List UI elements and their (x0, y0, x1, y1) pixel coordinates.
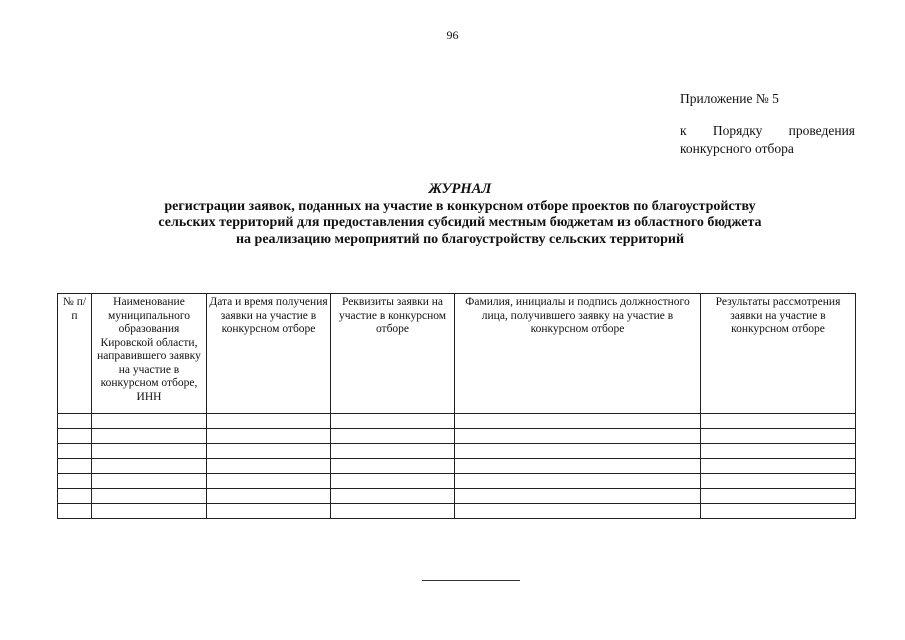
table-cell (331, 429, 455, 444)
column-header-official-signature: Фамилия, инициалы и подпись должностного лица, получившего заявку на участие в конкурсном отборе (455, 294, 701, 414)
table-cell (455, 504, 701, 519)
journal-title: ЖУРНАЛ (428, 181, 492, 197)
table-cell (455, 429, 701, 444)
table-cell (92, 474, 207, 489)
table-cell (207, 459, 331, 474)
table-cell (58, 444, 92, 459)
table-cell (58, 459, 92, 474)
table-cell (701, 459, 856, 474)
journal-table (57, 293, 856, 519)
table-row (58, 444, 856, 459)
table-cell (701, 414, 856, 429)
table-cell (207, 489, 331, 504)
column-header-application-details: Реквизиты заявки на участие в конкурсном отборе (331, 294, 455, 414)
table-cell (455, 489, 701, 504)
table-cell (92, 444, 207, 459)
document-heading (150, 181, 770, 248)
column-header-number: № п/п (58, 294, 92, 414)
table-cell (331, 459, 455, 474)
table-row (58, 429, 856, 444)
table-cell (58, 474, 92, 489)
appendix-title: Приложение № 5 (680, 91, 779, 106)
table-cell (455, 444, 701, 459)
table-cell (58, 504, 92, 519)
table-cell (331, 489, 455, 504)
table-cell (331, 414, 455, 429)
table-cell (207, 474, 331, 489)
table-cell (455, 414, 701, 429)
appendix-block (680, 90, 855, 158)
table-row (58, 504, 856, 519)
journal-subtitle: регистрации заявок, поданных на участие в конкурсном отборе проектов по благоустройству сельских территорий для предоставления субсидий местным бюджетам из областного бюджета на реализацию мероприятий по благоустройству сельских территорий (158, 198, 762, 247)
table-cell (455, 474, 701, 489)
table-cell (701, 489, 856, 504)
table-row (58, 474, 856, 489)
table-cell (207, 504, 331, 519)
table-cell (92, 489, 207, 504)
footer-divider (422, 580, 520, 581)
table-cell (92, 429, 207, 444)
table-cell (58, 489, 92, 504)
table-cell (58, 414, 92, 429)
table-row (58, 459, 856, 474)
table-cell (455, 459, 701, 474)
table-cell (331, 504, 455, 519)
table-header-row (58, 294, 856, 414)
table-row (58, 414, 856, 429)
appendix-text: к Порядку проведения конкурсного отбора (680, 123, 855, 156)
table-cell (92, 459, 207, 474)
table-cell (701, 429, 856, 444)
table-cell (207, 444, 331, 459)
table-cell (701, 444, 856, 459)
table-cell (92, 504, 207, 519)
table-cell (701, 504, 856, 519)
table-cell (58, 429, 92, 444)
table-cell (92, 414, 207, 429)
table-cell (207, 429, 331, 444)
table-cell (701, 474, 856, 489)
table-cell (331, 474, 455, 489)
table-cell (331, 444, 455, 459)
column-header-received-datetime: Дата и время получения заявки на участие в конкурсном отборе (207, 294, 331, 414)
column-header-review-results: Результаты рассмотрения заявки на участие в конкурсном отборе (701, 294, 856, 414)
table-cell (207, 414, 331, 429)
page-number: 96 (446, 28, 459, 42)
column-header-municipality: Наименование муниципального образования Кировской области, направившего заявку на участие в конкурсном отборе, ИНН (92, 294, 207, 414)
table-row (58, 489, 856, 504)
